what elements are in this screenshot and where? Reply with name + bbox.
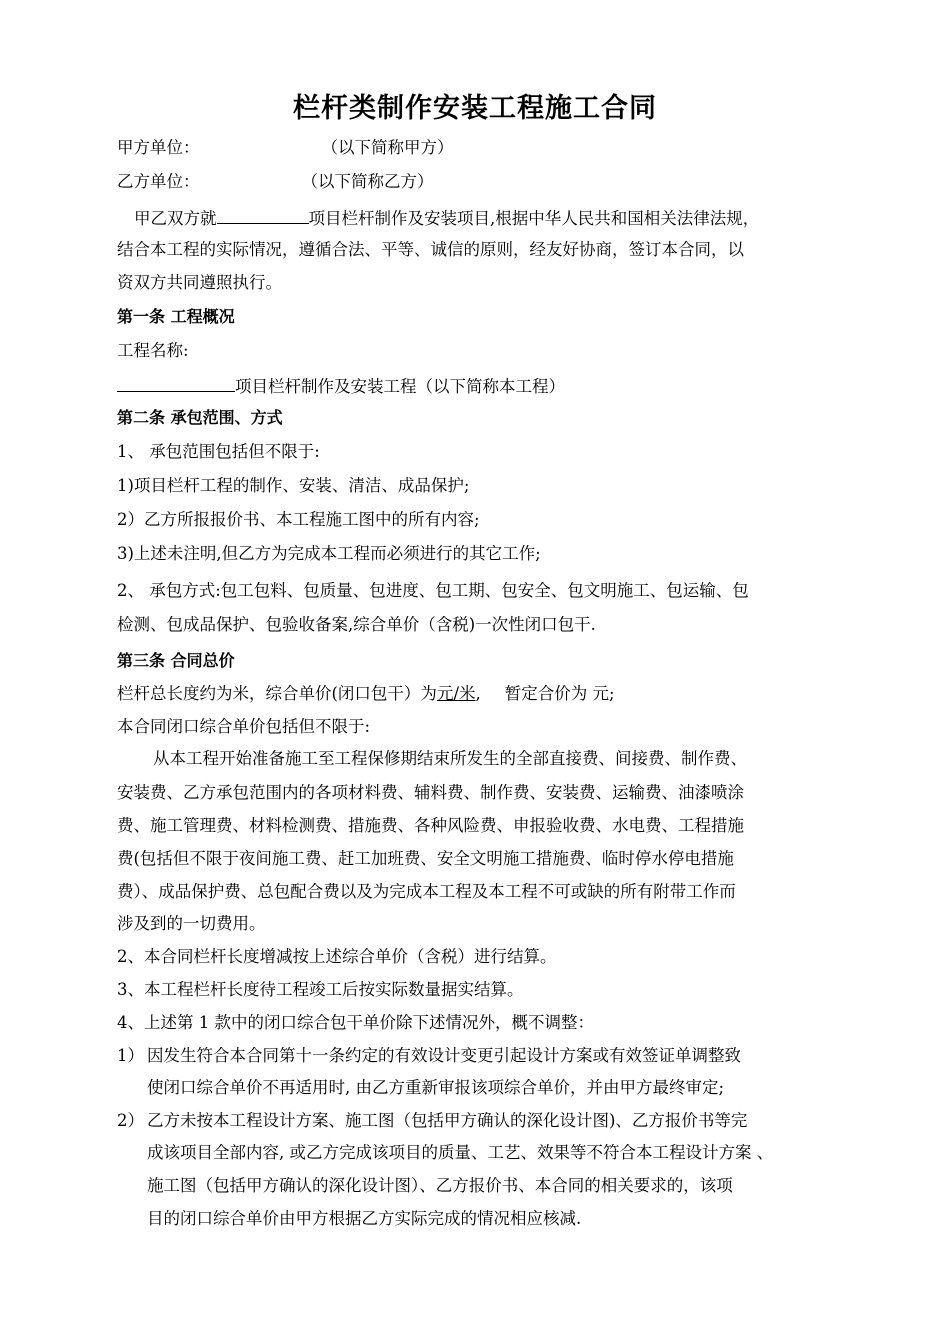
total-price-text: , <box>475 684 481 703</box>
article-3-line: 本合同闭口综合单价包括但不限于: <box>117 717 371 736</box>
intro-line-2: 结合本工程的实际情况，遵循合法、平等、诚信的原则，经友好协商，签订本合同，以 <box>117 240 744 259</box>
project-name-blank <box>117 373 235 392</box>
cost-paragraph-line: 费、施工管理费、材料检测费、措施费、各种风险费、申报验收费、水电费、工程措施 <box>117 816 744 835</box>
intro-text: 项目栏杆制作及安装项目,根据中华人民共和国相关法律法规， <box>308 209 760 228</box>
article-3-heading: 第三条 合同总价 <box>117 651 235 670</box>
intro-line-3: 资双方共同遵照执行。 <box>117 273 282 292</box>
cost-paragraph-line: 费(包括但不限于夜间施工费、赶工加班费、安全文明施工措施费、临时停水停电措施 <box>117 849 734 868</box>
document-title: 栏杆类制作安装工程施工合同 <box>293 93 657 124</box>
total-price-text: 栏杆总长度约为米，综合单价(闭口包干）为 <box>117 684 437 703</box>
intro-text: 甲乙双方就 <box>134 209 217 228</box>
article-2-line: 2）乙方所报报价书、本工程施工图中的所有内容; <box>117 510 480 529</box>
sub-item-line: 目的闭口综合单价由甲方根据乙方实际完成的情况相应核减. <box>147 1209 582 1228</box>
cost-paragraph-line: 安装费、乙方承包范围内的各项材料费、辅料费、制作费、安装费、运输费、油漆喷涂 <box>117 783 744 802</box>
party-b-abbr: （以下简称乙方） <box>301 172 434 191</box>
article-2-line: 3)上述未注明,但乙方为完成本工程而必须进行的其它工作; <box>117 544 541 563</box>
sub-item-line: 因发生符合本合同第十一条约定的有效设计变更引起设计方案或有效签证单调整致 <box>147 1046 741 1065</box>
cost-paragraph-text: 从本工程开始准备施工至工程保修期结束所发生的全部直接费、间接费、制作费、 <box>153 749 747 768</box>
sub-item-number: 2） <box>117 1111 144 1130</box>
party-b-line <box>117 171 857 193</box>
sub-item-line: 乙方未按本工程设计方案、施工图（包括甲方确认的深化设计图)、乙方报价书等完 <box>147 1111 748 1130</box>
party-a-label: 甲方单位： <box>117 138 200 157</box>
sub-item-number: 1） <box>117 1046 144 1065</box>
cost-paragraph-line: 费）、成品保护费、总包配合费以及为完成本工程及本工程不可或缺的所有附带工作而 <box>117 882 736 901</box>
provisional-price-text: 暂定合价为 元; <box>504 684 615 703</box>
article-2-line: 2、 承包方式:包工包料、包质量、包进度、包工期、包安全、包文明施工、包运输、包 <box>117 581 749 600</box>
sub-item-line: 施工图（包括甲方确认的深化设计图）、乙方报价书、本合同的相关要求的，该项 <box>147 1176 733 1195</box>
article-3-item: 3、本工程栏杆长度待工程竣工后按实际数量据实结算。 <box>117 980 524 999</box>
article-2-line: 1)项目栏杆工程的制作、安装、清洁、成品保护; <box>117 476 470 495</box>
article-1-heading: 第一条 工程概况 <box>117 307 235 326</box>
party-a-line <box>117 137 857 159</box>
cost-paragraph-line: 涉及到的一切费用。 <box>117 914 266 933</box>
article-2-line: 1、 承包范围包括但不限于: <box>117 442 320 461</box>
project-name-label: 工程名称: <box>117 341 189 360</box>
sub-item-line: 使闭口综合单价不再适用时, 由乙方重新审报该项综合单价，并由甲方最终审定; <box>147 1078 725 1097</box>
article-2-line: 检测、包成品保护、包验收备案,综合单价（含税)一次性闭口包干. <box>117 615 596 634</box>
sub-item-line: 成该项目全部内容, 或乙方完成该项目的质量、工艺、效果等不符合本工程设计方案 、 <box>147 1143 774 1162</box>
project-name-text: 项目栏杆制作及安装工程（以下简称本工程） <box>235 377 565 396</box>
party-b-label: 乙方单位： <box>117 172 200 191</box>
project-name-blank <box>217 205 309 224</box>
cost-paragraph-line <box>117 748 857 770</box>
intro-line-1 <box>117 205 857 230</box>
unit-price-unit: 元/米 <box>436 684 476 703</box>
party-a-abbr: （以下简称甲方） <box>321 138 454 157</box>
total-price-line <box>117 683 857 705</box>
article-3-item: 2、本合同栏杆长度增减按上述综合单价（含税）进行结算。 <box>117 947 557 966</box>
project-name-line <box>117 373 857 398</box>
article-3-item: 4、上述第 1 款中的闭口综合包干单价除下述情况外，概不调整： <box>117 1013 594 1032</box>
article-2-heading: 第二条 承包范围、方式 <box>117 408 283 427</box>
